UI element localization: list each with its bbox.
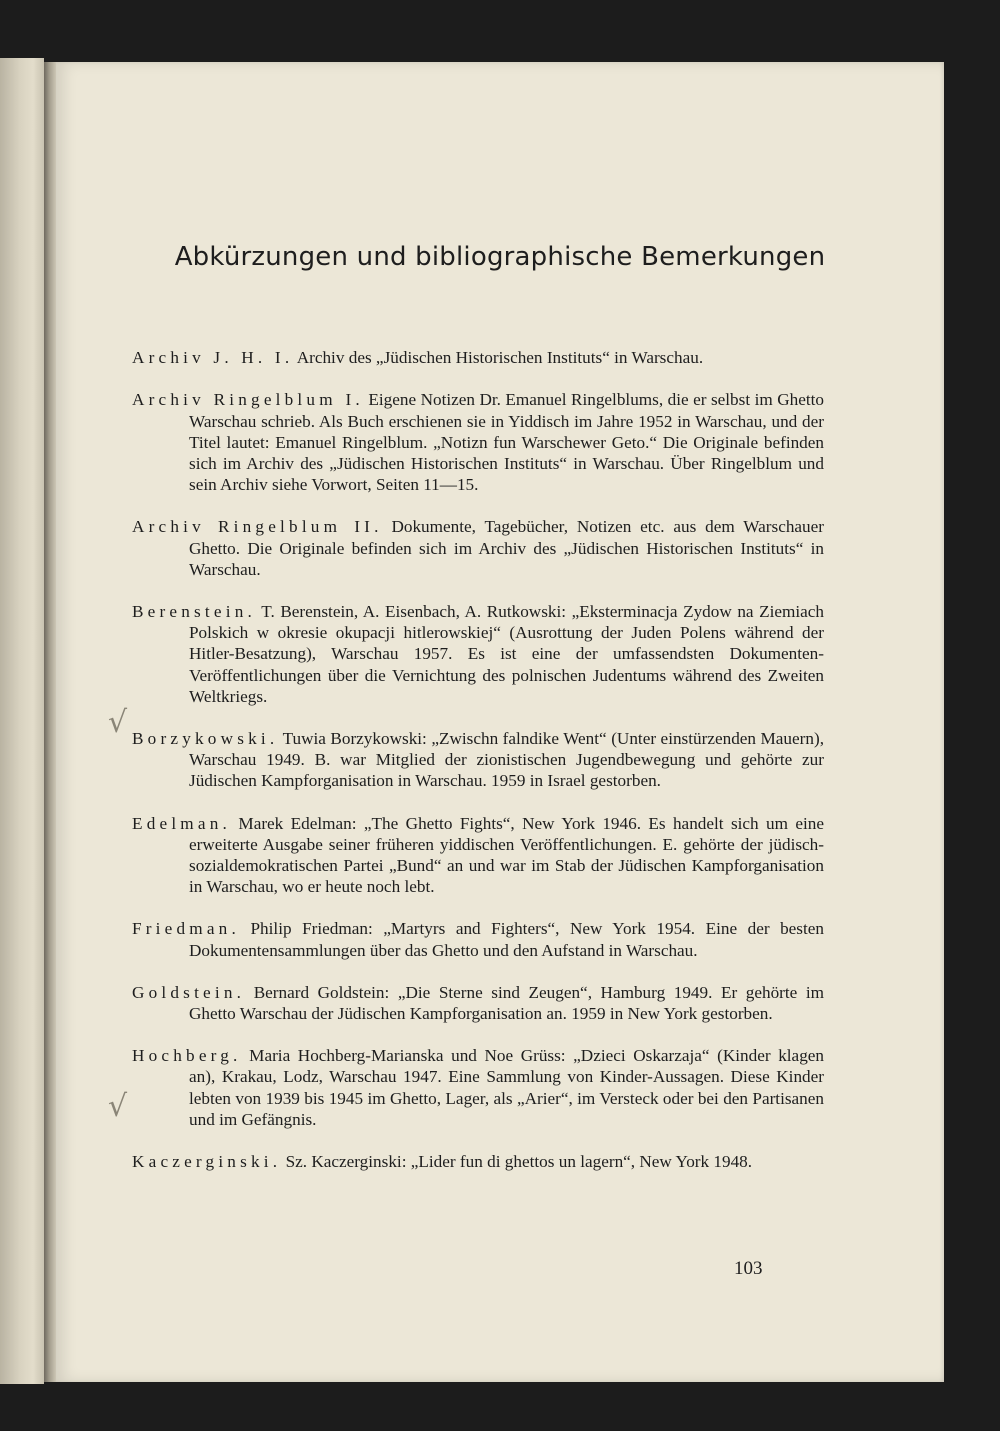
pencil-check-mark-icon: √ <box>108 705 128 740</box>
list-item <box>132 389 824 495</box>
entry-text: Marek Edelman: „The Ghetto Fights“, New York 1946. Es handelt sich um eine erweiterte Ausgabe seiner früheren yiddischen Veröffentlichungen. E. gehörte der jüdisch-sozialdemokratischen Partei „Bund“ an und war im Stab der Jüdischen Kampforganisation in Warschau, wo er heute noch lebt. <box>189 813 825 897</box>
entry-text: Archiv des „Jüdischen Historischen Instituts“ in Warschau. <box>296 348 704 368</box>
entry-key: Hochberg. <box>132 1046 242 1066</box>
entry-text: Sz. Kaczerginski: „Lider fun di ghettos un lagern“, New York 1948. <box>285 1152 753 1172</box>
entry-key: Borzykowski. <box>132 729 279 749</box>
list-item <box>132 728 824 792</box>
list-item <box>132 516 824 580</box>
entry-text: Dokumente, Tagebücher, Notizen etc. aus dem Warschauer Ghetto. Die Originale befinden sich im Archiv des „Jüdischen Historischen Instituts“ in Warschau. <box>189 517 824 579</box>
entry-key: Berenstein. <box>132 602 256 622</box>
list-item <box>132 982 824 1024</box>
entry-key: Friedman. <box>132 919 240 939</box>
entry-key: Archiv Ringelblum I. <box>132 390 364 410</box>
entry-key: Archiv J. H. I. <box>132 348 294 368</box>
entry-text: Tuwia Borzykowski: „Zwischn falndike Went“ (Unter einstürzenden Mauern), Warschau 1949. B. war Mitglied der zionistischen Jugendbewegung und gehörte zur Jüdischen Kampforganisation in Warschau. 1959 in Israel gestorben. <box>189 729 824 791</box>
entry-key: Goldstein. <box>132 982 246 1002</box>
entry-key: Archiv Ringelblum II. <box>132 517 383 537</box>
list-item <box>132 918 824 960</box>
entry-text: Eigene Notizen Dr. Emanuel Ringelblums, die er selbst im Ghetto Warschau schrieb. Als Buch erschienen sie in Yiddisch im Jahre 1952 in Warschau, und der Titel lautet: Emanuel Ringelblum. „Notizn fun Warschewer Geto.“ Die Originale befinden sich im Archiv des „Jüdischen Historischen Instituts“ in Warschau. Über Ringelblum und sein Archiv siehe Vorwort, Seiten 11—15. <box>189 390 824 495</box>
list-item <box>132 1151 824 1172</box>
list-item <box>132 601 824 707</box>
pencil-check-mark-icon: √ <box>108 1089 128 1124</box>
list-item <box>132 813 824 898</box>
entry-text: Maria Hochberg-Marianska und Noe Grüss: „Dzieci Oskarzaja“ (Kinder klagen an), Krakau, Lodz, Warschau 1947. Eine Sammlung von Kinder-Aussagen. Diese Kinder lebten von 1939 bis 1945 im Ghetto, Lager, als „Arier“, im Versteck oder bei den Partisanen und im Gefängnis. <box>189 1046 825 1129</box>
entry-text: Bernard Goldstein: „Die Sterne sind Zeugen“, Hamburg 1949. Er gehörte im Ghetto Warschau der Jüdischen Kampforganisation an. 1959 in New York gestorben. <box>189 982 825 1024</box>
page-title: Abkürzungen und bibliographische Bemerkungen <box>174 242 826 272</box>
abbreviation-list <box>132 330 824 1193</box>
entry-text: Philip Friedman: „Martyrs and Fighters“, New York 1954. Eine der besten Dokumentensammlungen über das Ghetto und den Aufstand in Warschau. <box>189 919 824 960</box>
page-number: 103 <box>734 1258 763 1279</box>
entry-key: Edelman. <box>132 813 231 833</box>
list-item <box>132 1045 824 1130</box>
entry-text: T. Berenstein, A. Eisenbach, A. Rutkowski: „Eksterminacja Zydow na Ziemiach Polskich w okresie okupacji hitlerowskiej“ (Ausrottung der Juden Polens während der Hitler-Besatzung), Warschau 1957. Es ist eine der umfassendsten Dokumenten-Veröffentlichungen über die Vernichtung des polnischen Judentums während des Zweiten Weltkriegs. <box>189 602 824 706</box>
left-page-edge <box>0 58 44 1384</box>
entry-key: Kaczerginski. <box>132 1152 282 1172</box>
list-item <box>132 347 824 368</box>
book-page <box>56 62 944 1382</box>
